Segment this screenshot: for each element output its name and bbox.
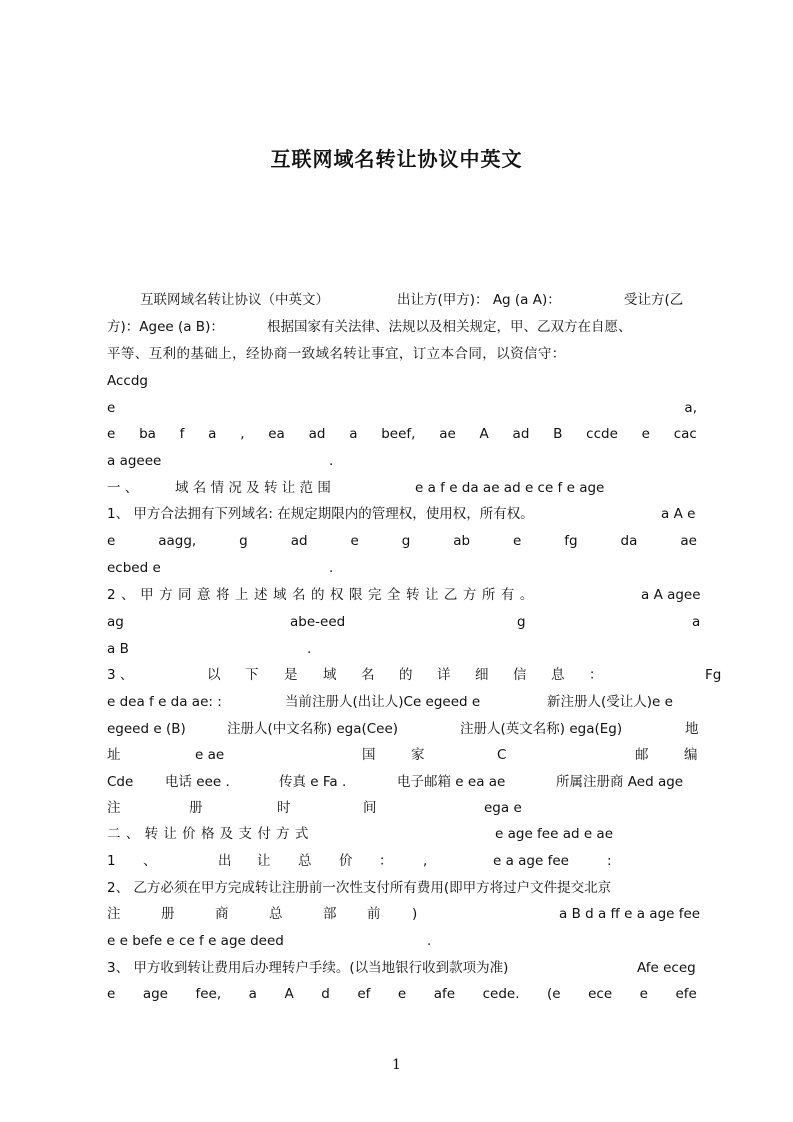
text-line — [107, 958, 697, 978]
text-line: 平等、互利的基础上，经协商一致域名转让事宜，订立本合同，以资信守： — [107, 346, 566, 362]
text-segment: Afe eceg — [637, 960, 696, 976]
text-segment: . — [329, 560, 334, 576]
text-segment: 册 — [161, 906, 175, 922]
text-segment: 、 — [143, 853, 157, 869]
text-segment: 时 — [277, 800, 291, 816]
text-line: Accdg — [107, 373, 148, 389]
text-line — [107, 424, 697, 444]
text-line — [107, 665, 722, 685]
text-segment: cac — [673, 426, 697, 442]
text-segment: , — [240, 426, 245, 442]
text-line — [107, 585, 701, 605]
text-segment: age — [142, 986, 168, 1002]
text-segment: ae — [680, 533, 697, 549]
text-segment: 是 — [284, 667, 298, 683]
text-segment: e a age fee — [493, 853, 569, 869]
text-segment: efe — [675, 986, 697, 1002]
text-segment: 出让方(甲方)： Ag (a A)： — [397, 292, 561, 308]
text-segment: 注 — [107, 800, 121, 816]
text-segment: cede. — [482, 986, 520, 1002]
text-segment: Fg — [705, 667, 722, 683]
text-line — [107, 931, 697, 951]
text-segment: 注册人(英文名称) ega(Eg) — [460, 721, 623, 737]
text-segment: 3、 甲方收到转让费用后办理转户手续。(以当地银行收到款项为准) — [107, 960, 509, 976]
text-segment: abe-eed — [290, 614, 346, 630]
text-segment: ) — [412, 906, 418, 922]
text-segment: Cde — [107, 774, 134, 790]
text-segment: . — [427, 933, 432, 949]
text-segment: g — [239, 533, 248, 549]
text-segment: da — [620, 533, 638, 549]
document-title: 互联网域名转让协议中英文 — [270, 147, 523, 171]
text-segment: e — [641, 426, 650, 442]
text-segment: a ageee — [107, 453, 162, 469]
text-segment: A — [284, 986, 294, 1002]
text-segment: a — [692, 614, 701, 630]
page-number: 1 — [392, 1057, 401, 1073]
text-segment: ece — [588, 986, 613, 1002]
text-segment: ae — [439, 426, 456, 442]
text-segment: e — [107, 533, 116, 549]
section-title: 二 、 转 让 价 格 及 支 付 方 式 — [107, 826, 309, 842]
text-segment: 家 — [411, 747, 425, 763]
text-segment: ccde — [586, 426, 618, 442]
text-segment: 价 — [339, 853, 353, 869]
text-line — [107, 612, 701, 632]
text-segment: : — [607, 853, 612, 869]
text-line — [107, 398, 697, 418]
section-heading — [107, 478, 697, 498]
text-segment: 电子邮箱 e ea ae — [397, 774, 506, 790]
text-segment: ea — [268, 426, 285, 442]
section-number: 一 、 — [107, 480, 139, 496]
text-segment: 息 — [551, 667, 565, 683]
text-segment: e — [107, 400, 116, 416]
text-segment: g — [401, 533, 411, 549]
text-segment: 让 — [257, 853, 271, 869]
text-segment: e — [350, 533, 359, 549]
text-segment: 根据国家有关法律、法规以及相关规定，甲、乙双方在自愿、 — [267, 319, 632, 335]
text-segment: e — [639, 986, 648, 1002]
text-segment: 2 、 甲 方 同 意 将 上 述 域 名 的 权 限 完 全 转 让 乙 方 所 有 。 — [107, 587, 534, 603]
text-segment: ad — [512, 426, 530, 442]
text-segment: . — [307, 641, 312, 657]
text-segment: 名 — [361, 667, 375, 683]
text-segment: e — [513, 533, 522, 549]
text-segment: 所属注册商 Aed age — [556, 774, 684, 790]
text-segment: 详 — [437, 667, 451, 683]
text-segment: , — [423, 853, 428, 869]
text-line — [107, 851, 697, 871]
text-segment: C — [497, 747, 507, 763]
text-segment: a, — [684, 400, 697, 416]
text-segment: ega e — [484, 800, 522, 816]
text-segment: egeed e (B) — [107, 721, 186, 737]
text-segment: a B d a ff e a age fee — [559, 906, 701, 922]
text-segment: 新注册人(受让人)e e — [547, 694, 673, 710]
text-segment: a — [349, 426, 358, 442]
text-segment: A — [479, 426, 489, 442]
section-heading — [107, 824, 697, 844]
text-segment: 注 — [107, 906, 121, 922]
text-segment: e ae — [195, 747, 225, 763]
text-line — [107, 558, 697, 578]
text-segment: a A e — [661, 506, 696, 522]
text-line — [107, 639, 697, 659]
text-segment: ad — [308, 426, 326, 442]
text-line — [107, 531, 697, 551]
text-segment: B — [553, 426, 563, 442]
text-segment: 册 — [189, 800, 203, 816]
text-segment: 域 — [323, 667, 337, 683]
text-line: 2、 乙方必须在甲方完成转让注册前一次性支付所有费用(即甲方将过户文件提交北京 — [107, 880, 612, 896]
text-line — [107, 451, 697, 471]
text-segment: beef, — [381, 426, 416, 442]
text-segment: e — [107, 426, 116, 442]
section-title: 域 名 情 况 及 转 让 范 围 — [175, 480, 331, 496]
text-line — [107, 719, 697, 739]
text-segment: 国 — [362, 747, 376, 763]
text-segment: 编 — [684, 747, 698, 763]
text-segment: (e — [547, 986, 561, 1002]
text-segment: ： — [379, 853, 393, 869]
text-line — [107, 317, 697, 337]
text-line — [107, 798, 697, 818]
text-segment: 传真 e Fa . — [279, 774, 347, 790]
text-segment: e dea f e da ae: : — [107, 694, 222, 710]
text-segment: 1、 甲方合法拥有下列域名: 在规定期限内的管理权，使用权，所有权。 — [107, 506, 534, 522]
text-segment: 电话 eee . — [165, 774, 230, 790]
text-line — [107, 984, 697, 1004]
text-segment: a B — [107, 641, 129, 657]
text-segment: a — [208, 426, 217, 442]
text-segment: 邮 — [635, 747, 649, 763]
text-segment: 注册人(中文名称) ega(Cee) — [227, 721, 399, 737]
text-segment: ag — [107, 614, 124, 630]
text-segment: fg — [564, 533, 578, 549]
text-segment: 总 — [298, 853, 312, 869]
text-segment: 间 — [363, 800, 377, 816]
text-line — [107, 692, 697, 712]
text-segment: 的 — [399, 667, 413, 683]
section-title-en: e a f e da ae ad e ce f e age — [415, 480, 605, 496]
text-segment: a A agee — [641, 587, 701, 603]
text-segment: 受让方(乙 — [624, 292, 684, 308]
text-line — [107, 772, 697, 792]
text-segment: ba — [139, 426, 156, 442]
text-segment: 3 、 — [107, 667, 134, 683]
text-segment: fee, — [195, 986, 222, 1002]
text-segment: 1 — [107, 853, 116, 869]
text-segment: 部 — [323, 906, 337, 922]
text-segment: ab — [453, 533, 471, 549]
text-segment: 商 — [215, 906, 229, 922]
section-title-en: e age fee ad e ae — [495, 826, 613, 842]
text-line — [107, 504, 697, 524]
text-segment: 地 — [685, 721, 699, 737]
text-segment: ad — [290, 533, 308, 549]
text-segment: aagg, — [158, 533, 197, 549]
text-segment: 前 — [367, 906, 381, 922]
text-segment: 下 — [245, 667, 259, 683]
text-segment: 址 — [107, 747, 121, 763]
text-segment: . — [329, 453, 334, 469]
text-segment: ef — [357, 986, 371, 1002]
text-segment: afe — [433, 986, 456, 1002]
text-line — [107, 290, 697, 310]
text-segment: 当前注册人(出让人)Ce egeed e — [285, 694, 481, 710]
text-segment: e — [397, 986, 407, 1002]
text-segment: f — [179, 426, 185, 442]
text-segment: 以 — [207, 667, 221, 683]
text-segment: a — [248, 986, 257, 1002]
text-segment: 细 — [475, 667, 489, 683]
text-segment: ： — [589, 667, 603, 683]
text-segment: d — [321, 986, 330, 1002]
text-segment: g — [517, 614, 526, 630]
text-line — [107, 904, 733, 924]
text-segment: 方)：Agee (a B)： — [107, 319, 224, 335]
text-segment: e e befe e ce f e age deed — [107, 933, 284, 949]
text-line — [107, 745, 697, 765]
text-segment: ecbed e — [107, 560, 161, 576]
text-segment: 出 — [218, 853, 232, 869]
text-segment: e — [107, 986, 116, 1002]
text-segment: 互联网域名转让协议（中英文） — [140, 292, 329, 308]
text-segment: 总 — [269, 906, 283, 922]
text-segment: 信 — [513, 667, 527, 683]
